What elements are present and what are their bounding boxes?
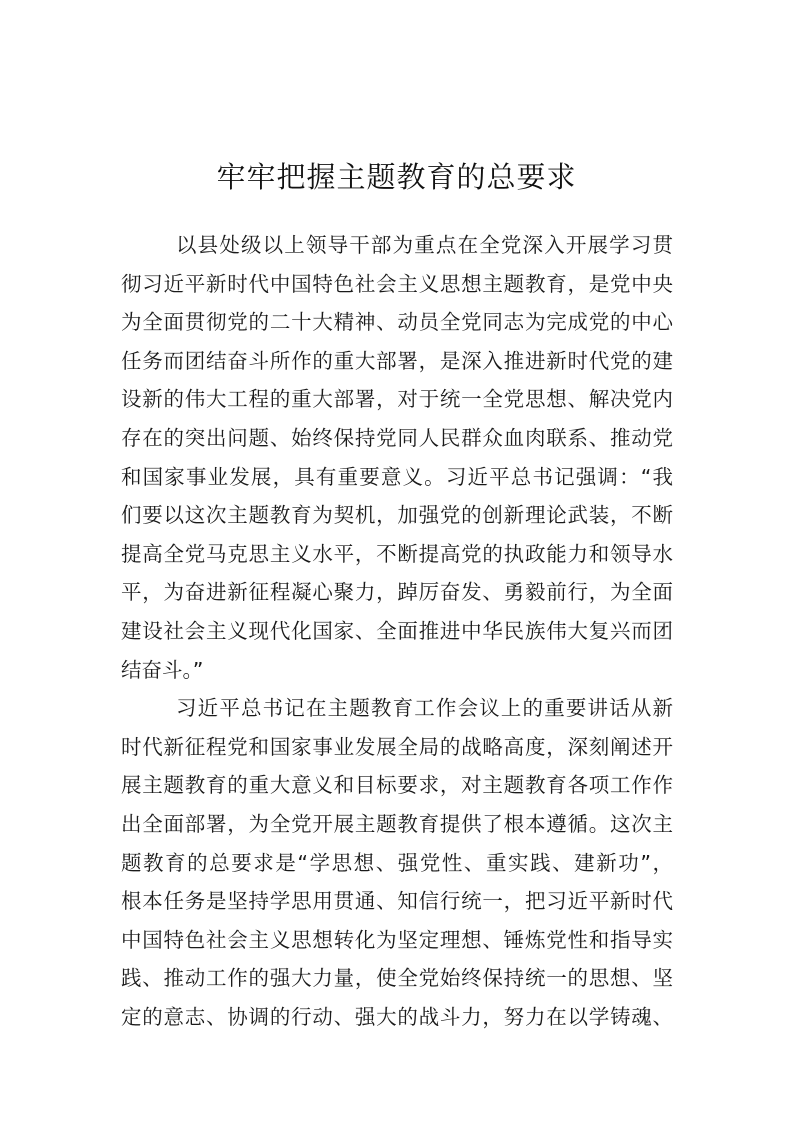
text-line: 提高全党马克思主义水平，不断提高党的执政能力和领导水 xyxy=(121,541,673,566)
text-line: 根本任务是坚持学思用贯通、知信行统一，把习近平新时代 xyxy=(121,889,673,914)
text-line: 为全面贯彻党的二十大精神、动员全党同志为完成党的中心 xyxy=(121,310,673,335)
text-line: 践、推动工作的强大力量，使全党始终保持统一的思想、坚 xyxy=(121,966,673,991)
text-line: 平，为奋进新征程凝心聚力，踔厉奋发、勇毅前行，为全面 xyxy=(121,580,673,605)
text-line: 存在的突出问题、始终保持党同人民群众血肉联系、推动党 xyxy=(121,425,673,450)
text-line: 结奋斗。” xyxy=(121,657,204,682)
text-line: 们要以这次主题教育为契机，加强党的创新理论武装，不断 xyxy=(121,503,673,528)
text-line: 任务而团结奋斗所作的重大部署，是深入推进新时代党的建 xyxy=(121,348,673,373)
paragraph-2 xyxy=(121,689,673,1036)
paragraph-1 xyxy=(121,226,673,689)
text-line: 时代新征程党和国家事业发展全局的战略高度，深刻阐述开 xyxy=(121,734,673,759)
document-title: 牢牢把握主题教育的总要求 xyxy=(216,160,577,195)
text-line: 中国特色社会主义思想转化为坚定理想、锤炼党性和指导实 xyxy=(121,927,673,952)
text-line: 出全面部署，为全党开展主题教育提供了根本遵循。这次主 xyxy=(121,811,673,836)
text-line: 以县处级以上领导干部为重点在全党深入开展学习贯 xyxy=(176,233,673,257)
text-line: 设新的伟大工程的重大部署，对于统一全党思想、解决党内 xyxy=(121,387,673,412)
text-line: 建设社会主义现代化国家、全面推进中华民族伟大复兴而团 xyxy=(121,618,673,643)
document-body xyxy=(121,226,673,1036)
text-line: 定的意志、协调的行动、强大的战斗力，努力在以学铸魂、 xyxy=(121,1004,673,1029)
text-line: 题教育的总要求是“学思想、强党性、重实践、建新功”， xyxy=(121,850,673,875)
text-line: 习近平总书记在主题教育工作会议上的重要讲话从新 xyxy=(176,696,673,721)
text-line: 彻习近平新时代中国特色社会主义思想主题教育，是党中央 xyxy=(121,271,673,296)
text-line: 展主题教育的重大意义和目标要求，对主题教育各项工作作 xyxy=(121,773,673,798)
text-line: 和国家事业发展，具有重要意义。习近平总书记强调：“我 xyxy=(121,464,673,489)
